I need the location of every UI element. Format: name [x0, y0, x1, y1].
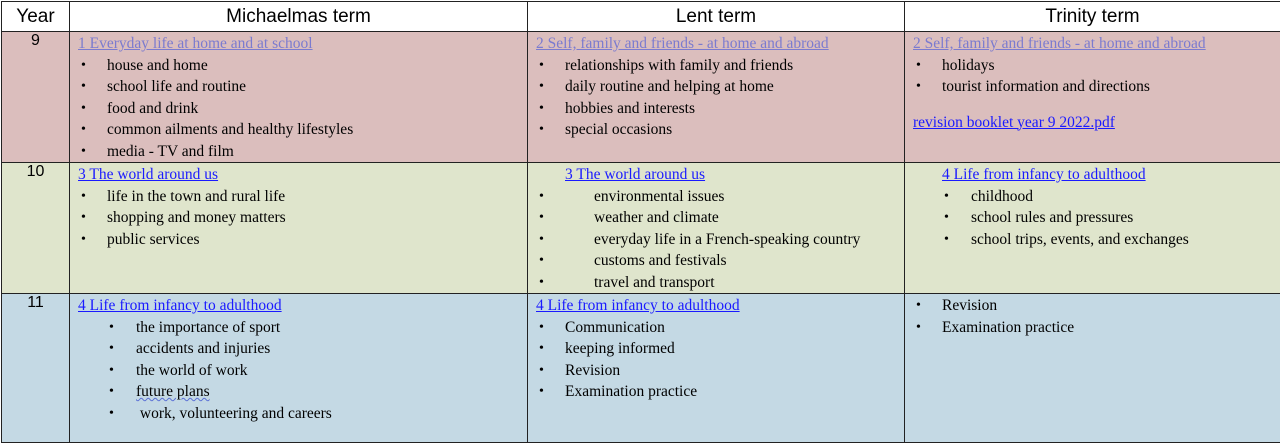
- topic-list: [913, 186, 1280, 251]
- list-item: • environmental issues: [536, 186, 904, 208]
- year-cell: 11: [2, 294, 70, 443]
- cell-y11-lent: [528, 294, 905, 443]
- curriculum-table: [1, 1, 1280, 443]
- list-item: • Revision: [536, 360, 904, 382]
- list-item: • keeping informed: [536, 338, 904, 360]
- list-item: • the world of work: [78, 360, 527, 382]
- cell-y11-michaelmas: [70, 294, 528, 443]
- year-cell: 9: [2, 32, 70, 163]
- topic-list: [536, 317, 904, 403]
- list-item: • school rules and pressures: [913, 207, 1280, 229]
- topic-list: [78, 55, 527, 163]
- list-item: • media - TV and film: [78, 141, 527, 163]
- topic-link[interactable]: 3 The world around us: [78, 164, 527, 186]
- list-item: • travel and transport: [536, 272, 904, 294]
- topic-link[interactable]: 1 Everyday life at home and at school: [78, 33, 527, 55]
- topic-list: [536, 55, 904, 141]
- list-item: • Examination practice: [536, 381, 904, 403]
- list-item: • school life and routine: [78, 76, 527, 98]
- list-item: • school trips, events, and exchanges: [913, 229, 1280, 251]
- cell-y10-michaelmas: [70, 163, 528, 294]
- topic-link[interactable]: 4 Life from infancy to adulthood: [942, 164, 1280, 186]
- header-row: [2, 2, 1280, 32]
- topic-link[interactable]: 2 Self, family and friends - at home and abroad: [913, 33, 1280, 55]
- list-item: • work, volunteering and careers: [78, 403, 527, 425]
- header-trinity: Trinity term: [905, 2, 1280, 32]
- list-item: • shopping and money matters: [78, 207, 527, 229]
- list-item: • public services: [78, 229, 527, 251]
- topic-link[interactable]: 2 Self, family and friends - at home and abroad: [536, 33, 904, 55]
- list-item: • relationships with family and friends: [536, 55, 904, 77]
- header-michaelmas: Michaelmas term: [70, 2, 528, 32]
- list-item: • holidays: [913, 55, 1280, 77]
- list-item: • common ailments and healthy lifestyles: [78, 119, 527, 141]
- topic-link[interactable]: 4 Life from infancy to adulthood: [536, 295, 904, 317]
- list-item: • weather and climate: [536, 207, 904, 229]
- list-item: • life in the town and rural life: [78, 186, 527, 208]
- list-item: • the importance of sport: [78, 317, 527, 339]
- cell-y11-trinity: [905, 294, 1280, 443]
- topic-list: [536, 186, 904, 294]
- header-year: Year: [2, 2, 70, 32]
- row-year-11: [2, 294, 1280, 443]
- list-item: • house and home: [78, 55, 527, 77]
- list-item: • daily routine and helping at home: [536, 76, 904, 98]
- topic-list: [78, 186, 527, 251]
- list-item: [78, 381, 527, 403]
- spellcheck-text: future plans: [136, 383, 210, 400]
- header-lent: Lent term: [528, 2, 905, 32]
- row-year-10: [2, 163, 1280, 294]
- list-item: • tourist information and directions: [913, 76, 1280, 98]
- list-item: • Communication: [536, 317, 904, 339]
- list-item: • special occasions: [536, 119, 904, 141]
- list-item: • everyday life in a French-speaking country: [536, 229, 904, 251]
- cell-y9-lent: [528, 32, 905, 163]
- cell-y10-lent: [528, 163, 905, 294]
- cell-y9-trinity: [905, 32, 1280, 163]
- topic-link[interactable]: 4 Life from infancy to adulthood: [78, 295, 527, 317]
- revision-booklet-link[interactable]: revision booklet year 9 2022.pdf: [913, 114, 1115, 131]
- list-item: • hobbies and interests: [536, 98, 904, 120]
- year-cell: 10: [2, 163, 70, 294]
- cell-y9-michaelmas: [70, 32, 528, 163]
- list-item: • Revision: [913, 295, 1280, 317]
- row-year-9: [2, 32, 1280, 163]
- list-item: • childhood: [913, 186, 1280, 208]
- topic-list: [78, 317, 527, 425]
- topic-link[interactable]: 3 The world around us: [565, 164, 904, 186]
- list-item: • Examination practice: [913, 317, 1280, 339]
- topic-list: [913, 295, 1280, 338]
- list-item: • accidents and injuries: [78, 338, 527, 360]
- cell-y10-trinity: [905, 163, 1280, 294]
- topic-list: [913, 55, 1280, 98]
- list-item: • customs and festivals: [536, 250, 904, 272]
- list-item: • food and drink: [78, 98, 527, 120]
